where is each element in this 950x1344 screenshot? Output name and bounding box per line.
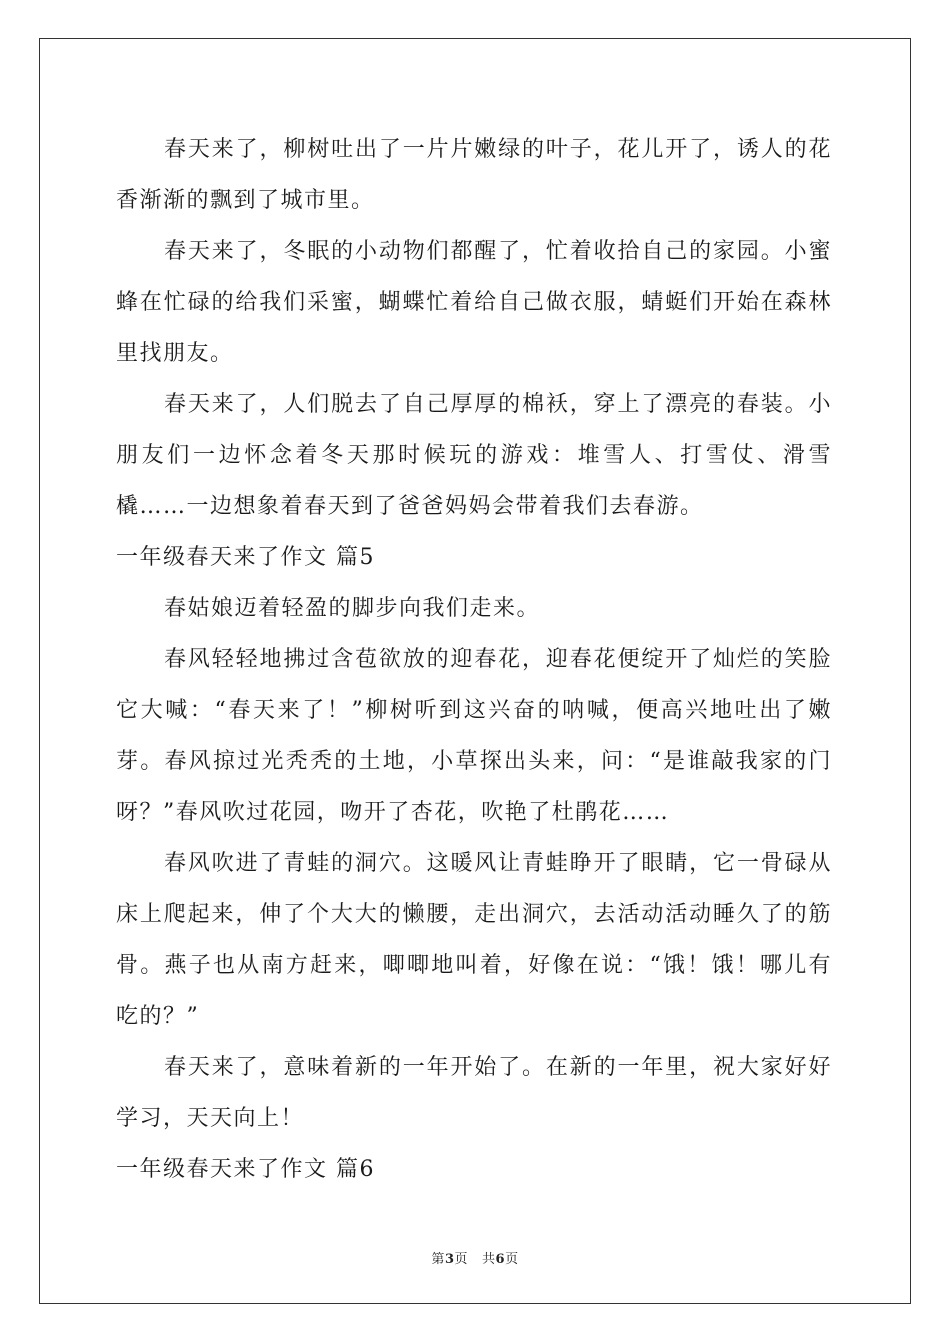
current-page-number: 3 (444, 1252, 455, 1267)
paragraph: 春天来了，柳树吐出了一片片嫩绿的叶子，花儿开了，诱人的花香渐渐的飘到了城市里。 (116, 137, 832, 213)
paragraph: 春天来了，冬眠的小动物们都醒了，忙着收拾自己的家园。小蜜蜂在忙碌的给我们采蜜，蝴蝶忙着给自己做衣服，蜻蜓们开始在森林里找朋友。 (116, 239, 832, 366)
paragraph: 春姑娘迈着轻盈的脚步向我们走来。 (164, 596, 541, 621)
paragraph: 春天来了，意味着新的一年开始了。在新的一年里，祝大家好好学习，天天向上！ (116, 1055, 832, 1131)
section-heading: 一年级春天来了作文 篇6 (116, 1157, 375, 1182)
paragraph: 春天来了，人们脱去了自己厚厚的棉袄，穿上了漂亮的春装。小朋友们一边怀念着冬天那时候玩的游戏：堆雪人、打雪仗、滑雪橇……一边想象着春天到了爸爸妈妈会带着我们去春游。 (116, 392, 832, 519)
footer-total-label: 页 (505, 1252, 519, 1267)
section-heading: 一年级春天来了作文 篇5 (116, 545, 375, 570)
footer-total-prefix: 共 (482, 1252, 496, 1267)
page-footer (0, 1248, 950, 1267)
paragraph: 春风吹进了青蛙的洞穴。这暖风让青蛙睁开了眼睛，它一骨碌从床上爬起来，伸了个大大的懒腰，走出洞穴，去活动活动睡久了的筋骨。燕子也从南方赶来，唧唧地叫着，好像在说：“饿！饿！哪儿有吃的？” (116, 851, 832, 1029)
total-pages-number: 6 (495, 1252, 506, 1267)
paragraph: 春风轻轻地拂过含苞欲放的迎春花，迎春花便绽开了灿烂的笑脸它大喊：“春天来了！”柳树听到这兴奋的呐喊，便高兴地吐出了嫩芽。春风掠过光秃秃的土地，小草探出头来，问：“是谁敲我家的门呀？”春风吹过花园，吻开了杏花，吹艳了杜鹃花…… (116, 647, 832, 825)
footer-prefix: 第 (431, 1252, 445, 1267)
footer-page-label: 页 (454, 1252, 468, 1267)
document-body (116, 124, 832, 1195)
